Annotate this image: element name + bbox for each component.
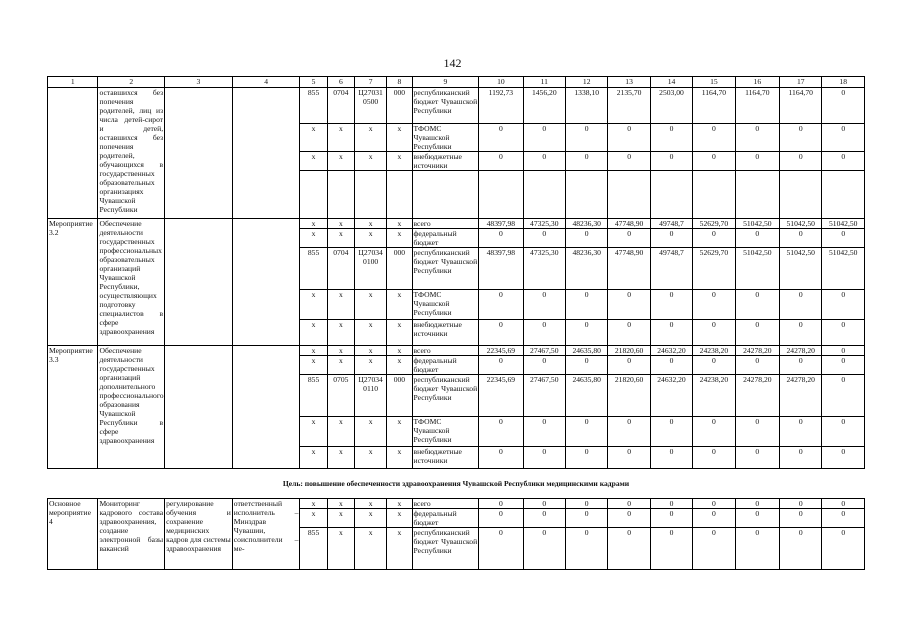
value-cell: 0	[822, 124, 865, 152]
value-cell: 24278,20	[780, 375, 822, 417]
goal-heading: Цель: повышение обеспеченности здравоохранения Чувашской Республики медицинскими кадрами	[48, 469, 865, 499]
value-cell: 0	[822, 447, 865, 469]
value-cell: 0	[693, 290, 735, 320]
value-cell: 0	[822, 88, 865, 124]
value-cell: 0	[780, 499, 822, 509]
empty-cell	[412, 171, 479, 219]
value-cell: 48236,30	[565, 248, 607, 290]
value-cell: 1192,73	[479, 88, 523, 124]
value-cell: 0	[523, 124, 565, 152]
value-cell: 0	[608, 152, 650, 171]
value-cell: 0	[822, 356, 865, 375]
value-cell: 0	[735, 229, 779, 248]
item-name-cell: Мониторинг кадрового состава здравоохранения, создание электронной базы вакансий	[98, 499, 165, 570]
code-cell: х	[327, 499, 354, 509]
value-cell: 0	[479, 124, 523, 152]
funding-source-cell: ТФОМС Чувашской Республики	[412, 290, 479, 320]
value-cell: 0	[822, 375, 865, 417]
value-cell: 0	[565, 124, 607, 152]
funding-source-cell: всего	[412, 346, 479, 356]
code-cell: 000	[387, 88, 412, 124]
value-cell: 0	[523, 509, 565, 528]
code-cell: х	[387, 528, 412, 570]
code-cell: х	[354, 229, 386, 248]
code-cell: х	[387, 499, 412, 509]
column-header: 16	[735, 77, 779, 88]
code-cell: х	[387, 124, 412, 152]
empty-cell	[387, 171, 412, 219]
value-cell: 0	[650, 152, 692, 171]
value-cell: 0	[565, 356, 607, 375]
funding-source-cell: внебюджетные источники	[412, 447, 479, 469]
value-cell: 1164,70	[780, 88, 822, 124]
code-cell: х	[354, 346, 386, 356]
code-cell: х	[327, 346, 354, 356]
value-cell: 0	[565, 447, 607, 469]
goal-cell	[165, 88, 233, 219]
value-cell: 27467,50	[523, 375, 565, 417]
value-cell: 2503,00	[650, 88, 692, 124]
value-cell: 0	[523, 229, 565, 248]
value-cell: 0	[523, 417, 565, 447]
value-cell: 0	[608, 447, 650, 469]
value-cell: 0	[650, 417, 692, 447]
code-cell: 0704	[327, 88, 354, 124]
funding-source-cell: федеральный бюджет	[412, 229, 479, 248]
value-cell: 47325,30	[523, 219, 565, 229]
value-cell: 49748,7	[650, 219, 692, 229]
value-cell: 0	[479, 356, 523, 375]
code-cell: х	[387, 219, 412, 229]
empty-cell	[565, 171, 607, 219]
code-cell: х	[354, 356, 386, 375]
code-cell: х	[387, 152, 412, 171]
goal-cell: регулирование обучения и сохранение медицинских кадров для системы здравоохранения	[165, 499, 233, 570]
code-cell: х	[354, 499, 386, 509]
empty-cell	[693, 171, 735, 219]
code-cell: х	[354, 447, 386, 469]
value-cell: 0	[608, 509, 650, 528]
value-cell: 24278,20	[780, 346, 822, 356]
code-cell: х	[300, 447, 327, 469]
funding-source-cell: федеральный бюджет	[412, 509, 479, 528]
value-cell: 0	[735, 290, 779, 320]
code-cell: х	[327, 417, 354, 447]
value-cell: 0	[822, 229, 865, 248]
value-cell: 0	[780, 320, 822, 346]
code-cell: х	[354, 152, 386, 171]
value-cell: 0	[650, 528, 692, 570]
code-cell: х	[300, 290, 327, 320]
column-header: 8	[387, 77, 412, 88]
item-number-cell: Мероприятие 3.3	[48, 346, 98, 469]
value-cell: 0	[608, 528, 650, 570]
item-number-cell: Мероприятие 3.2	[48, 219, 98, 346]
value-cell: 0	[608, 290, 650, 320]
value-cell: 0	[523, 290, 565, 320]
value-cell: 24238,20	[693, 375, 735, 417]
code-cell: х	[387, 290, 412, 320]
funding-source-cell: федеральный бюджет	[412, 356, 479, 375]
value-cell: 0	[735, 528, 779, 570]
value-cell: 0	[479, 509, 523, 528]
code-cell: Ц27034 0110	[354, 375, 386, 417]
funding-source-cell: внебюджетные источники	[412, 320, 479, 346]
item-number-cell	[48, 88, 98, 219]
value-cell: 51042,50	[780, 248, 822, 290]
value-cell: 48397,98	[479, 219, 523, 229]
column-header: 4	[232, 77, 300, 88]
column-header: 11	[523, 77, 565, 88]
value-cell: 0	[735, 417, 779, 447]
value-cell: 0	[565, 229, 607, 248]
value-cell: 0	[608, 229, 650, 248]
value-cell: 51042,50	[735, 219, 779, 229]
value-cell: 0	[523, 499, 565, 509]
code-cell: х	[327, 152, 354, 171]
table-row	[48, 219, 865, 229]
funding-source-cell: внебюджетные источники	[412, 152, 479, 171]
code-cell: х	[387, 346, 412, 356]
value-cell: 0	[693, 528, 735, 570]
value-cell: 0	[735, 320, 779, 346]
code-cell: х	[327, 320, 354, 346]
code-cell: 000	[387, 248, 412, 290]
value-cell: 0	[780, 152, 822, 171]
code-cell: х	[387, 509, 412, 528]
column-header: 12	[565, 77, 607, 88]
value-cell: 47748,90	[608, 219, 650, 229]
value-cell: 27467,50	[523, 346, 565, 356]
code-cell: х	[354, 290, 386, 320]
goal-cell	[165, 219, 233, 346]
value-cell: 0	[735, 447, 779, 469]
value-cell: 0	[565, 290, 607, 320]
value-cell: 1164,70	[735, 88, 779, 124]
value-cell: 0	[523, 528, 565, 570]
code-cell: х	[327, 124, 354, 152]
value-cell: 24278,20	[735, 375, 779, 417]
value-cell: 0	[650, 229, 692, 248]
column-header: 14	[650, 77, 692, 88]
code-cell: 855	[300, 88, 327, 124]
value-cell: 0	[780, 447, 822, 469]
value-cell: 0	[479, 499, 523, 509]
value-cell: 0	[822, 499, 865, 509]
value-cell: 24238,20	[693, 346, 735, 356]
value-cell: 47748,90	[608, 248, 650, 290]
column-header: 5	[300, 77, 327, 88]
code-cell: х	[327, 219, 354, 229]
column-header: 18	[822, 77, 865, 88]
value-cell: 0	[693, 509, 735, 528]
value-cell: 0	[650, 290, 692, 320]
code-cell: х	[300, 229, 327, 248]
code-cell: х	[300, 219, 327, 229]
table-row	[48, 346, 865, 356]
value-cell: 51042,50	[822, 248, 865, 290]
value-cell: 0	[693, 320, 735, 346]
empty-cell	[354, 171, 386, 219]
page-number: 142	[443, 56, 462, 70]
executor-cell	[232, 346, 300, 469]
value-cell: 0	[608, 417, 650, 447]
code-cell: х	[327, 447, 354, 469]
empty-cell	[479, 171, 523, 219]
value-cell: 0	[608, 356, 650, 375]
value-cell: 0	[693, 229, 735, 248]
code-cell: х	[387, 320, 412, 346]
value-cell: 0	[565, 499, 607, 509]
empty-cell	[822, 171, 865, 219]
value-cell: 21820,60	[608, 346, 650, 356]
value-cell: 0	[735, 509, 779, 528]
empty-cell	[735, 171, 779, 219]
value-cell: 0	[523, 447, 565, 469]
column-header-row	[48, 77, 865, 88]
value-cell: 0	[822, 528, 865, 570]
empty-cell	[327, 171, 354, 219]
value-cell: 0	[822, 509, 865, 528]
value-cell: 0	[735, 499, 779, 509]
value-cell: 0	[822, 346, 865, 356]
value-cell: 0	[650, 447, 692, 469]
value-cell: 0	[479, 528, 523, 570]
code-cell: х	[354, 509, 386, 528]
code-cell: Ц27034 0100	[354, 248, 386, 290]
value-cell: 0	[780, 124, 822, 152]
code-cell: х	[300, 346, 327, 356]
code-cell: х	[327, 356, 354, 375]
value-cell: 52629,70	[693, 219, 735, 229]
value-cell: 0	[565, 417, 607, 447]
value-cell: 0	[780, 229, 822, 248]
value-cell: 0	[693, 447, 735, 469]
column-header: 15	[693, 77, 735, 88]
column-header: 10	[479, 77, 523, 88]
value-cell: 0	[650, 124, 692, 152]
value-cell: 24635,80	[565, 346, 607, 356]
value-cell: 0	[565, 528, 607, 570]
item-name-cell: оставшихся без попечения родителей, лиц из числа детей-сирот и детей, оставшихся без попечения родителей, обучающихся в государственных образовательных организациях Чувашской Республики	[98, 88, 165, 219]
value-cell: 0	[693, 356, 735, 375]
code-cell: 855	[300, 375, 327, 417]
value-cell: 0	[780, 417, 822, 447]
empty-cell	[650, 171, 692, 219]
value-cell: 0	[780, 528, 822, 570]
value-cell: 0	[735, 152, 779, 171]
funding-source-cell: ТФОМС Чувашской Республики	[412, 124, 479, 152]
goal-cell	[165, 346, 233, 469]
value-cell: 0	[523, 152, 565, 171]
table-row	[48, 88, 865, 124]
code-cell: х	[387, 417, 412, 447]
code-cell: 000	[387, 375, 412, 417]
column-header: 3	[165, 77, 233, 88]
code-cell: х	[354, 219, 386, 229]
value-cell: 51042,50	[822, 219, 865, 229]
funding-source-cell: всего	[412, 219, 479, 229]
table-row	[48, 499, 865, 509]
value-cell: 0	[479, 447, 523, 469]
column-header: 6	[327, 77, 354, 88]
code-cell: х	[300, 499, 327, 509]
value-cell: 0	[693, 499, 735, 509]
funding-source-cell: всего	[412, 499, 479, 509]
executor-cell	[232, 219, 300, 346]
value-cell: 0	[523, 320, 565, 346]
code-cell: х	[327, 290, 354, 320]
code-cell: х	[327, 528, 354, 570]
executor-cell	[232, 88, 300, 219]
value-cell: 0	[650, 509, 692, 528]
value-cell: 0	[608, 499, 650, 509]
code-cell: х	[300, 320, 327, 346]
code-cell: х	[300, 152, 327, 171]
value-cell: 0	[693, 152, 735, 171]
code-cell: х	[300, 417, 327, 447]
value-cell: 0	[650, 356, 692, 375]
code-cell: х	[387, 447, 412, 469]
code-cell: Ц27031 0500	[354, 88, 386, 124]
code-cell: х	[300, 356, 327, 375]
value-cell: 0	[479, 152, 523, 171]
column-header: 1	[48, 77, 98, 88]
value-cell: 0	[735, 356, 779, 375]
code-cell: 0704	[327, 248, 354, 290]
value-cell: 0	[479, 417, 523, 447]
value-cell: 22345,69	[479, 375, 523, 417]
item-number-cell: Основное мероприятие 4	[48, 499, 98, 570]
value-cell: 51042,50	[780, 219, 822, 229]
value-cell: 0	[650, 499, 692, 509]
value-cell: 0	[479, 229, 523, 248]
value-cell: 0	[693, 124, 735, 152]
empty-cell	[608, 171, 650, 219]
value-cell: 0	[608, 320, 650, 346]
code-cell: 855	[300, 528, 327, 570]
value-cell: 49748,7	[650, 248, 692, 290]
empty-cell	[300, 171, 327, 219]
value-cell: 0	[822, 417, 865, 447]
value-cell: 0	[780, 290, 822, 320]
funding-source-cell: республиканский бюджет Чувашской Республики	[412, 375, 479, 417]
value-cell: 0	[608, 124, 650, 152]
code-cell: х	[387, 356, 412, 375]
goal-row	[48, 469, 865, 499]
code-cell: х	[327, 509, 354, 528]
value-cell: 52629,70	[693, 248, 735, 290]
code-cell: х	[327, 229, 354, 248]
code-cell: х	[354, 528, 386, 570]
value-cell: 0	[780, 356, 822, 375]
column-header: 2	[98, 77, 165, 88]
value-cell: 0	[479, 290, 523, 320]
value-cell: 1456,20	[523, 88, 565, 124]
code-cell: х	[354, 124, 386, 152]
value-cell: 47325,30	[523, 248, 565, 290]
value-cell: 0	[822, 320, 865, 346]
value-cell: 24632,20	[650, 346, 692, 356]
code-cell: 855	[300, 248, 327, 290]
value-cell: 0	[822, 290, 865, 320]
value-cell: 0	[735, 124, 779, 152]
value-cell: 0	[523, 356, 565, 375]
column-header: 13	[608, 77, 650, 88]
value-cell: 0	[693, 417, 735, 447]
funding-source-cell: республиканский бюджет Чувашской Республики	[412, 248, 479, 290]
value-cell: 0	[565, 152, 607, 171]
value-cell: 48397,98	[479, 248, 523, 290]
budget-table	[47, 76, 865, 570]
value-cell: 48236,30	[565, 219, 607, 229]
value-cell: 0	[822, 152, 865, 171]
column-header: 7	[354, 77, 386, 88]
value-cell: 24632,20	[650, 375, 692, 417]
code-cell: х	[300, 124, 327, 152]
funding-source-cell: республиканский бюджет Чувашской Республики	[412, 528, 479, 570]
value-cell: 0	[565, 509, 607, 528]
executor-cell: ответственный исполнитель – Минздрав Чувашии, соисполнители – ме-	[232, 499, 300, 570]
value-cell: 1164,70	[693, 88, 735, 124]
value-cell: 0	[780, 509, 822, 528]
funding-source-cell: ТФОМС Чувашской Республики	[412, 417, 479, 447]
value-cell: 24635,80	[565, 375, 607, 417]
value-cell: 51042,50	[735, 248, 779, 290]
empty-cell	[780, 171, 822, 219]
column-header: 17	[780, 77, 822, 88]
code-cell: х	[387, 229, 412, 248]
item-name-cell: Обеспечение деятельности государственных организаций дополнительного профессионального образования Чувашской Республики в сфере здравоохранения	[98, 346, 165, 469]
value-cell: 1338,10	[565, 88, 607, 124]
code-cell: 0705	[327, 375, 354, 417]
value-cell: 21820,60	[608, 375, 650, 417]
value-cell: 22345,69	[479, 346, 523, 356]
value-cell: 0	[650, 320, 692, 346]
item-name-cell: Обеспечение деятельности государственных профессиональных образовательных организаций Чувашской Республики, осуществляющих подготовку специалистов в сфере здравоохранения	[98, 219, 165, 346]
code-cell: х	[354, 320, 386, 346]
code-cell: х	[300, 509, 327, 528]
value-cell: 0	[479, 320, 523, 346]
value-cell: 2135,70	[608, 88, 650, 124]
value-cell: 0	[565, 320, 607, 346]
column-header: 9	[412, 77, 479, 88]
value-cell: 24278,20	[735, 346, 779, 356]
empty-cell	[523, 171, 565, 219]
code-cell: х	[354, 417, 386, 447]
funding-source-cell: республиканский бюджет Чувашской Республики	[412, 88, 479, 124]
